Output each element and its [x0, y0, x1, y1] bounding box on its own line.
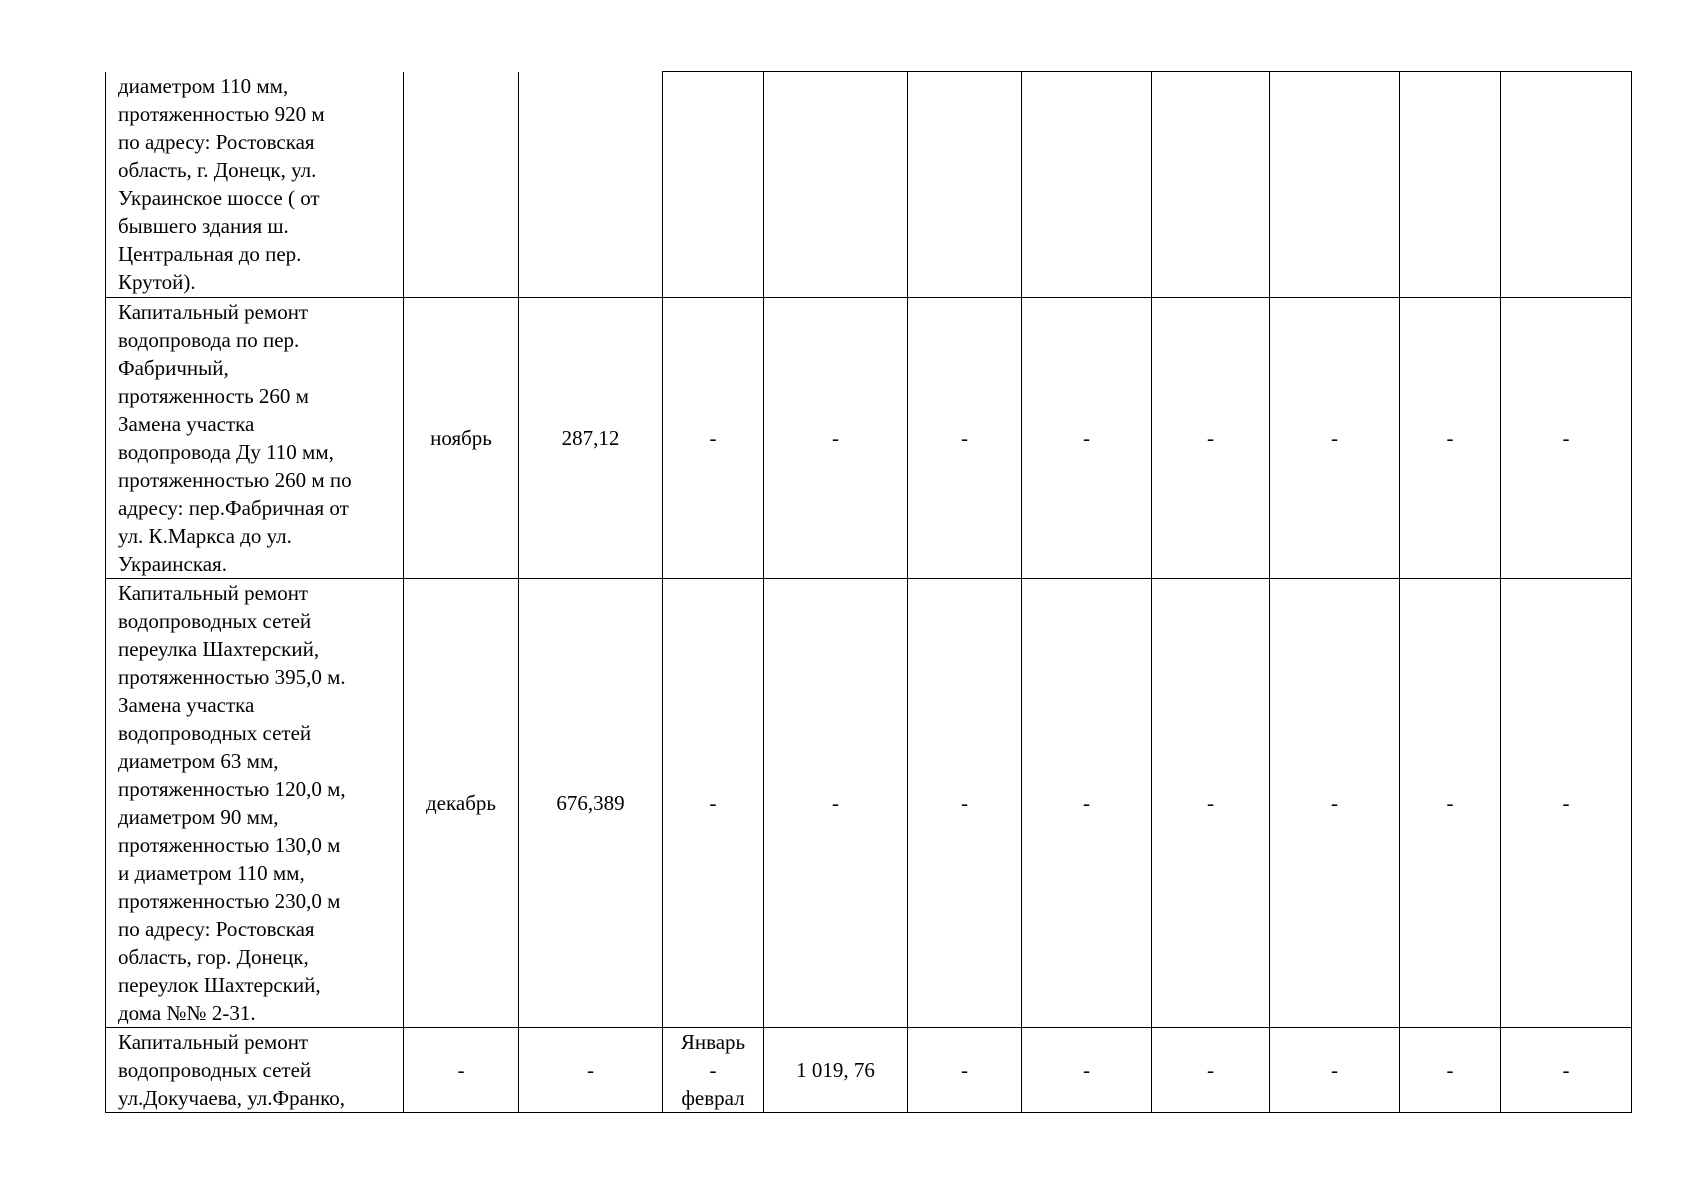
value-cell — [1270, 72, 1400, 298]
work-description: Капитальный ремонт водопроводных сетей переулка Шахтерский, протяженностью 395,0 м. Замена участка водопроводных сетей диаметром 63 мм, протяженностью 120,0 м, диаметром 90 мм, протяженностью 130,0 м и диаметром 110 мм, протяженностью 230,0 м по адресу: Ростовская область, гор. Донецк, переулок Шахтерский, дома №№ 2-31. — [106, 579, 404, 1028]
month-cell: - — [404, 1028, 519, 1113]
value-cell — [1022, 72, 1152, 298]
value-cell: - — [663, 579, 764, 1028]
work-description: Капитальный ремонт водопроводных сетей ул.Докучаева, ул.Франко, — [106, 1028, 404, 1113]
work-description: диаметром 110 мм, протяженностью 920 м по адресу: Ростовская область, г. Донецк, ул. Украинское шоссе ( от бывшего здания ш. Центральная до пер. Крутой). — [106, 72, 404, 298]
value-cell — [1152, 72, 1270, 298]
table-row — [106, 579, 1632, 1028]
table-row — [106, 1028, 1632, 1113]
value-cell: - — [1501, 579, 1632, 1028]
value-cell: - — [764, 298, 908, 579]
value-cell: - — [1270, 579, 1400, 1028]
value-cell — [764, 72, 908, 298]
table-row — [106, 72, 1632, 298]
value-cell: - — [1400, 579, 1501, 1028]
value-cell — [663, 72, 764, 298]
value-cell: 1 019, 76 — [764, 1028, 908, 1113]
value-cell: - — [1400, 1028, 1501, 1113]
amount-cell: 287,12 — [519, 298, 663, 579]
work-description: Капитальный ремонт водопровода по пер. Фабричный, протяженность 260 м Замена участка водопровода Ду 110 мм, протяженностью 260 м по адресу: пер.Фабричная от ул. К.Маркса до ул. Украинская. — [106, 298, 404, 579]
table-row — [106, 298, 1632, 579]
amount-cell: - — [519, 1028, 663, 1113]
value-cell: - — [1022, 1028, 1152, 1113]
value-cell: - — [1152, 1028, 1270, 1113]
value-cell: - — [1152, 579, 1270, 1028]
value-cell — [908, 72, 1022, 298]
amount-cell — [519, 72, 663, 298]
value-cell: - — [1152, 298, 1270, 579]
value-cell: - — [1022, 579, 1152, 1028]
value-cell: - — [1501, 298, 1632, 579]
amount-cell: 676,389 — [519, 579, 663, 1028]
month-cell — [404, 72, 519, 298]
value-cell: - — [663, 298, 764, 579]
month-cell: ноябрь — [404, 298, 519, 579]
value-cell: - — [1501, 1028, 1632, 1113]
value-cell: - — [908, 579, 1022, 1028]
value-cell: - — [1270, 298, 1400, 579]
value-cell: - — [1400, 298, 1501, 579]
value-cell: - — [1022, 298, 1152, 579]
period-cell: Январь - феврал — [663, 1028, 764, 1113]
month-cell: декабрь — [404, 579, 519, 1028]
value-cell: - — [908, 1028, 1022, 1113]
value-cell: - — [1270, 1028, 1400, 1113]
value-cell: - — [908, 298, 1022, 579]
repair-schedule-table — [105, 71, 1632, 1113]
value-cell — [1501, 72, 1632, 298]
value-cell: - — [764, 579, 908, 1028]
value-cell — [1400, 72, 1501, 298]
